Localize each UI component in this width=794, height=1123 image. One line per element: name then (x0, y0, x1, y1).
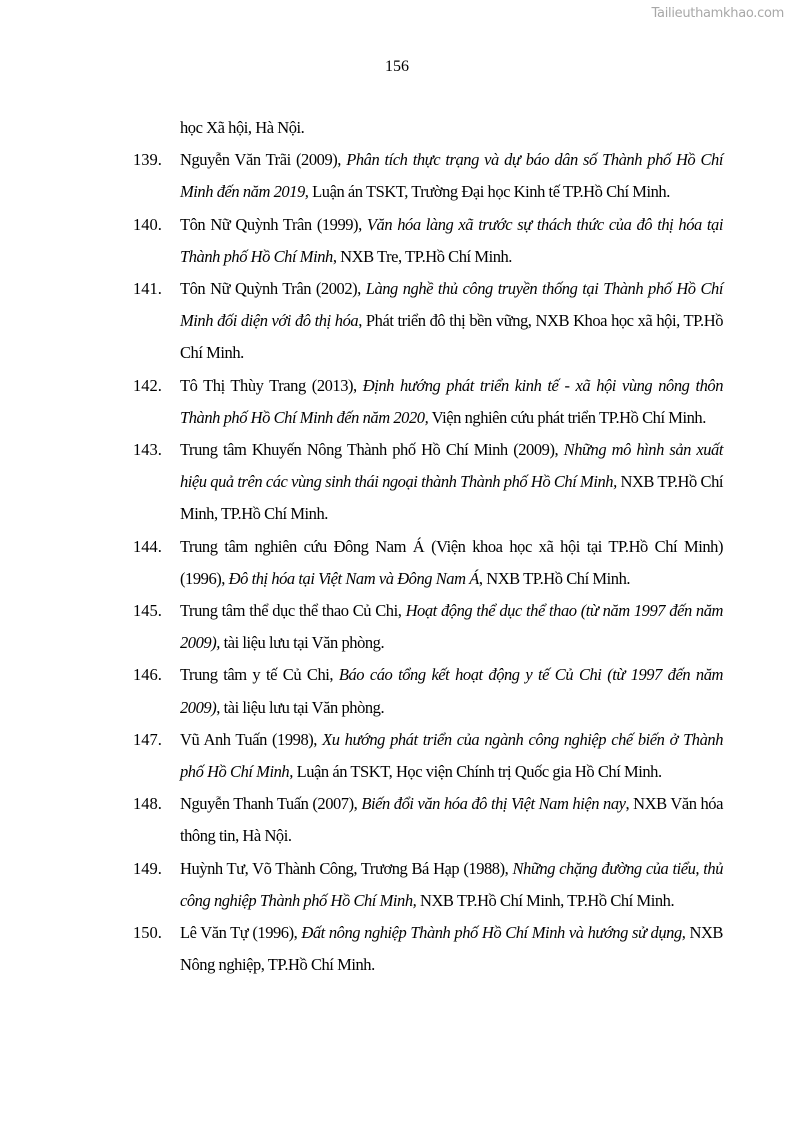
reference-text: Trung tâm Khuyến Nông Thành phố Hồ Chí Minh (2009), Những mô hình sản xuất hiệu quả trên các vùng sinh thái ngoại thành Thành phố Hồ Chí Minh, NXB TP.Hồ Chí Minh, TP.Hồ Chí Minh. (180, 440, 723, 524)
reference-number: 143. (133, 440, 162, 460)
reference-list (133, 112, 723, 981)
reference-item (133, 144, 723, 208)
reference-text: Tô Thị Thùy Trang (2013), Định hướng phát triển kinh tế - xã hội vùng nông thôn Thành phố Hồ Chí Minh đến năm 2020, Viện nghiên cứu phát triển TP.Hồ Chí Minh. (180, 375, 723, 427)
reference-item (133, 659, 723, 723)
reference-item (133, 531, 723, 595)
reference-number: 150. (133, 923, 162, 943)
page-number: 156 (385, 58, 409, 75)
reference-title: Phân tích thực trạng và dự báo dân số Thành phố Hồ Chí Minh đến năm 2019, (180, 150, 723, 202)
reference-number: 141. (133, 279, 162, 299)
reference-text: Huỳnh Tư, Võ Thành Công, Trương Bá Hạp (1988), Những chặng đường của tiểu, thủ công nghiệp Thành phố Hồ Chí Minh, NXB TP.Hồ Chí Minh, TP.Hồ Chí Minh. (180, 858, 723, 910)
reference-number: 139. (133, 150, 162, 170)
reference-title: Xu hướng phát triển của ngành công nghiệp chế biến ở Thành phố Hồ Chí Minh, (180, 729, 723, 782)
reference-number: 145. (133, 601, 162, 621)
reference-number: 147. (133, 729, 162, 749)
reference-text: Vũ Anh Tuấn (1998), Xu hướng phát triển của ngành công nghiệp chế biến ở Thành phố Hồ Chí Minh, Luận án TSKT, Học viện Chính trị Quốc gia Hồ Chí Minh. (180, 729, 723, 782)
reference-continuation: học Xã hội, Hà Nội. (180, 118, 305, 137)
reference-item (133, 209, 723, 273)
reference-item (133, 434, 723, 531)
reference-text: Trung tâm y tế Củ Chi, Báo cáo tổng kết hoạt động y tế Củ Chi (từ 1997 đến năm 2009), tài liệu lưu tại Văn phòng. (180, 665, 723, 717)
reference-title: Đất nông nghiệp Thành phố Hồ Chí Minh và hướng sử dụng, (301, 923, 686, 943)
reference-item (133, 853, 723, 917)
reference-item (133, 273, 723, 370)
reference-number: 146. (133, 665, 162, 685)
reference-text: Nguyễn Thanh Tuấn (2007), Biến đổi văn hóa đô thị Việt Nam hiện nay, NXB Văn hóa thông tin, Hà Nội. (180, 794, 723, 846)
reference-title: Những chặng đường của tiểu, thủ công nghiệp Thành phố Hồ Chí Minh, (180, 858, 723, 910)
reference-text: Nguyễn Văn Trãi (2009), Phân tích thực trạng và dự báo dân số Thành phố Hồ Chí Minh đến năm 2019, Luận án TSKT, Trường Đại học Kinh tế TP.Hồ Chí Minh. (180, 150, 723, 202)
reference-number: 142. (133, 375, 162, 395)
watermark: Tailieuthamkhao.com (651, 6, 784, 21)
reference-item (133, 917, 723, 981)
reference-item (133, 370, 723, 434)
reference-text: Tôn Nữ Quỳnh Trân (2002), Làng nghề thủ công truyền thống tại Thành phố Hồ Chí Minh đối diện với đô thị hóa, Phát triển đô thị bền vững, NXB Khoa học xã hội, TP.Hồ Chí Minh. (180, 279, 723, 363)
reference-title: Văn hóa làng xã trước sự thách thức của đô thị hóa tại Thành phố Hồ Chí Minh (180, 214, 723, 266)
reference-title: Định hướng phát triển kinh tế - xã hội vùng nông thôn Thành phố Hồ Chí Minh đến năm 2020, (180, 375, 723, 427)
reference-number: 148. (133, 794, 162, 814)
reference-title: Báo cáo tổng kết hoạt động y tế Củ Chi (từ 1997 đến năm 2009) (180, 665, 723, 717)
reference-number: 149. (133, 858, 162, 878)
reference-title: Làng nghề thủ công truyền thống tại Thành phố Hồ Chí Minh đối diện với đô thị hóa (180, 279, 723, 331)
reference-number: 144. (133, 536, 162, 556)
reference-item (133, 788, 723, 852)
reference-title: Những mô hình sản xuất hiệu quả trên các vùng sinh thái ngoại thành Thành phố Hồ Chí Minh, (180, 440, 723, 492)
reference-item (133, 724, 723, 788)
reference-text: Trung tâm nghiên cứu Đông Nam Á (Viện khoa học xã hội tại TP.Hồ Chí Minh) (1996), Đô thị hóa tại Việt Nam và Đông Nam Á, NXB TP.Hồ Chí Minh. (180, 536, 723, 588)
reference-text: Tôn Nữ Quỳnh Trân (1999), Văn hóa làng xã trước sự thách thức của đô thị hóa tại Thành phố Hồ Chí Minh, NXB Tre, TP.Hồ Chí Minh. (180, 214, 723, 266)
reference-title: Đô thị hóa tại Việt Nam và Đông Nam Á (228, 568, 479, 588)
reference-number: 140. (133, 214, 162, 234)
reference-text: Lê Văn Tự (1996), Đất nông nghiệp Thành phố Hồ Chí Minh và hướng sử dụng, NXB Nông nghiệp, TP.Hồ Chí Minh. (180, 923, 723, 975)
reference-item (133, 595, 723, 659)
reference-title: Hoạt động thể dục thể thao (từ năm 1997 đến năm 2009), (180, 601, 723, 653)
reference-title: Biến đổi văn hóa đô thị Việt Nam hiện nay (361, 794, 626, 814)
reference-text: Trung tâm thể dục thể thao Củ Chi, Hoạt động thể dục thể thao (từ năm 1997 đến năm 2009), tài liệu lưu tại Văn phòng. (180, 601, 723, 653)
